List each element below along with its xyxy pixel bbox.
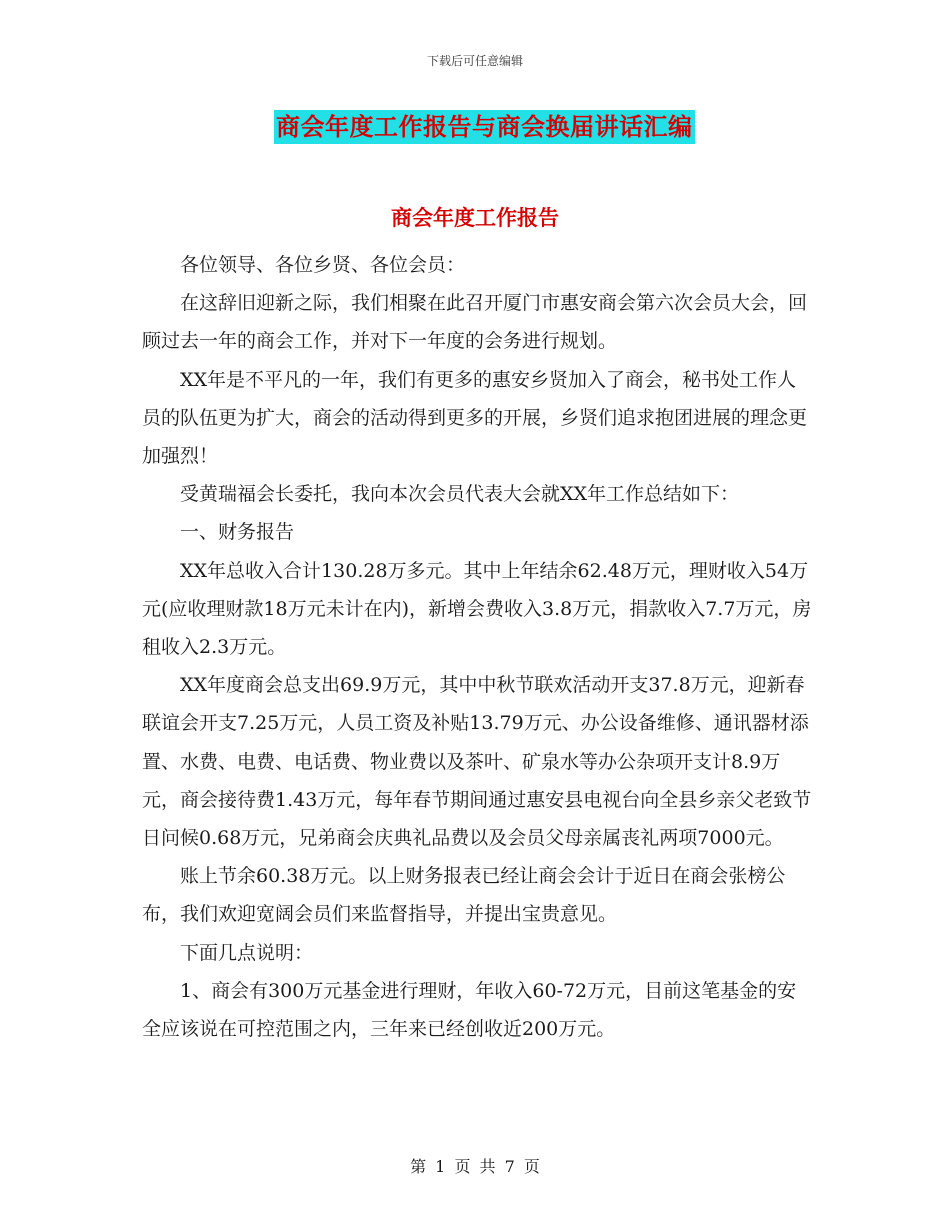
body-paragraph-salutation: 各位领导、各位乡贤、各位会员： bbox=[180, 254, 466, 276]
body-subheading: 一、财务报告 bbox=[180, 521, 295, 544]
page-number-footer: 第 1 页 共 7 页 bbox=[410, 1157, 540, 1176]
body-paragraph: XX年是不平凡的一年，我们有更多的惠安乡贤加入了商会，秘书处工作人员的队伍更为扩大，商会的活动得到更多的开展，乡贤们追求抱团进展的理念更加强烈！ bbox=[142, 368, 808, 468]
body-paragraph: 1、商会有300万元基金进行理财，年收入60-72万元，目前这笔基金的安全应该说在可控范围之内，三年来已经创收近200万元。 bbox=[142, 979, 797, 1041]
section-title: 商会年度工作报告 bbox=[391, 205, 559, 230]
body-paragraph: 在这辞旧迎新之际，我们相聚在此召开厦门市惠安商会第六次会员大会，回顾过去一年的商会工作，并对下一年度的会务进行规划。 bbox=[142, 292, 808, 353]
body-paragraph: 账上节余60.38万元。以上财务报表已经让商会会计于近日在商会张榜公布，我们欢迎宽阔会员们来监督指导，并提出宝贵意见。 bbox=[142, 865, 786, 926]
body-paragraph: 下面几点说明： bbox=[180, 941, 314, 964]
document-title: 商会年度工作报告与商会换届讲话汇编 bbox=[274, 110, 695, 144]
page-header-note: 下载后可任意编辑 bbox=[426, 54, 523, 68]
body-paragraph: 受黄瑞福会长委托，我向本次会员代表大会就XX年工作总结如下： bbox=[180, 483, 740, 506]
document-body bbox=[142, 246, 812, 1048]
body-paragraph: XX年总收入合计130.28万多元。其中上年结余62.48万元，理财收入54万元(应收理财款18万元未计在内)，新增会费收入3.8万元，捐款收入7.7万元，房租收入2.3万元。 bbox=[142, 559, 812, 659]
body-paragraph: XX年度商会总支出69.9万元，其中中秋节联欢活动开支37.8万元，迎新春联谊会开支7.25万元，人员工资及补贴13.79万元、办公设备维修、通讯器材添置、水费、电费、电话费、物业费以及茶叶、矿泉水等办公杂项开支计8.9万元，商会接待费1.43万元，每年春节期间通过惠安县电视台向全县乡亲父老致节日问候0.68万元，兄弟商会庆典礼品费以及会员父母亲属丧礼两项7000元。 bbox=[142, 674, 812, 850]
